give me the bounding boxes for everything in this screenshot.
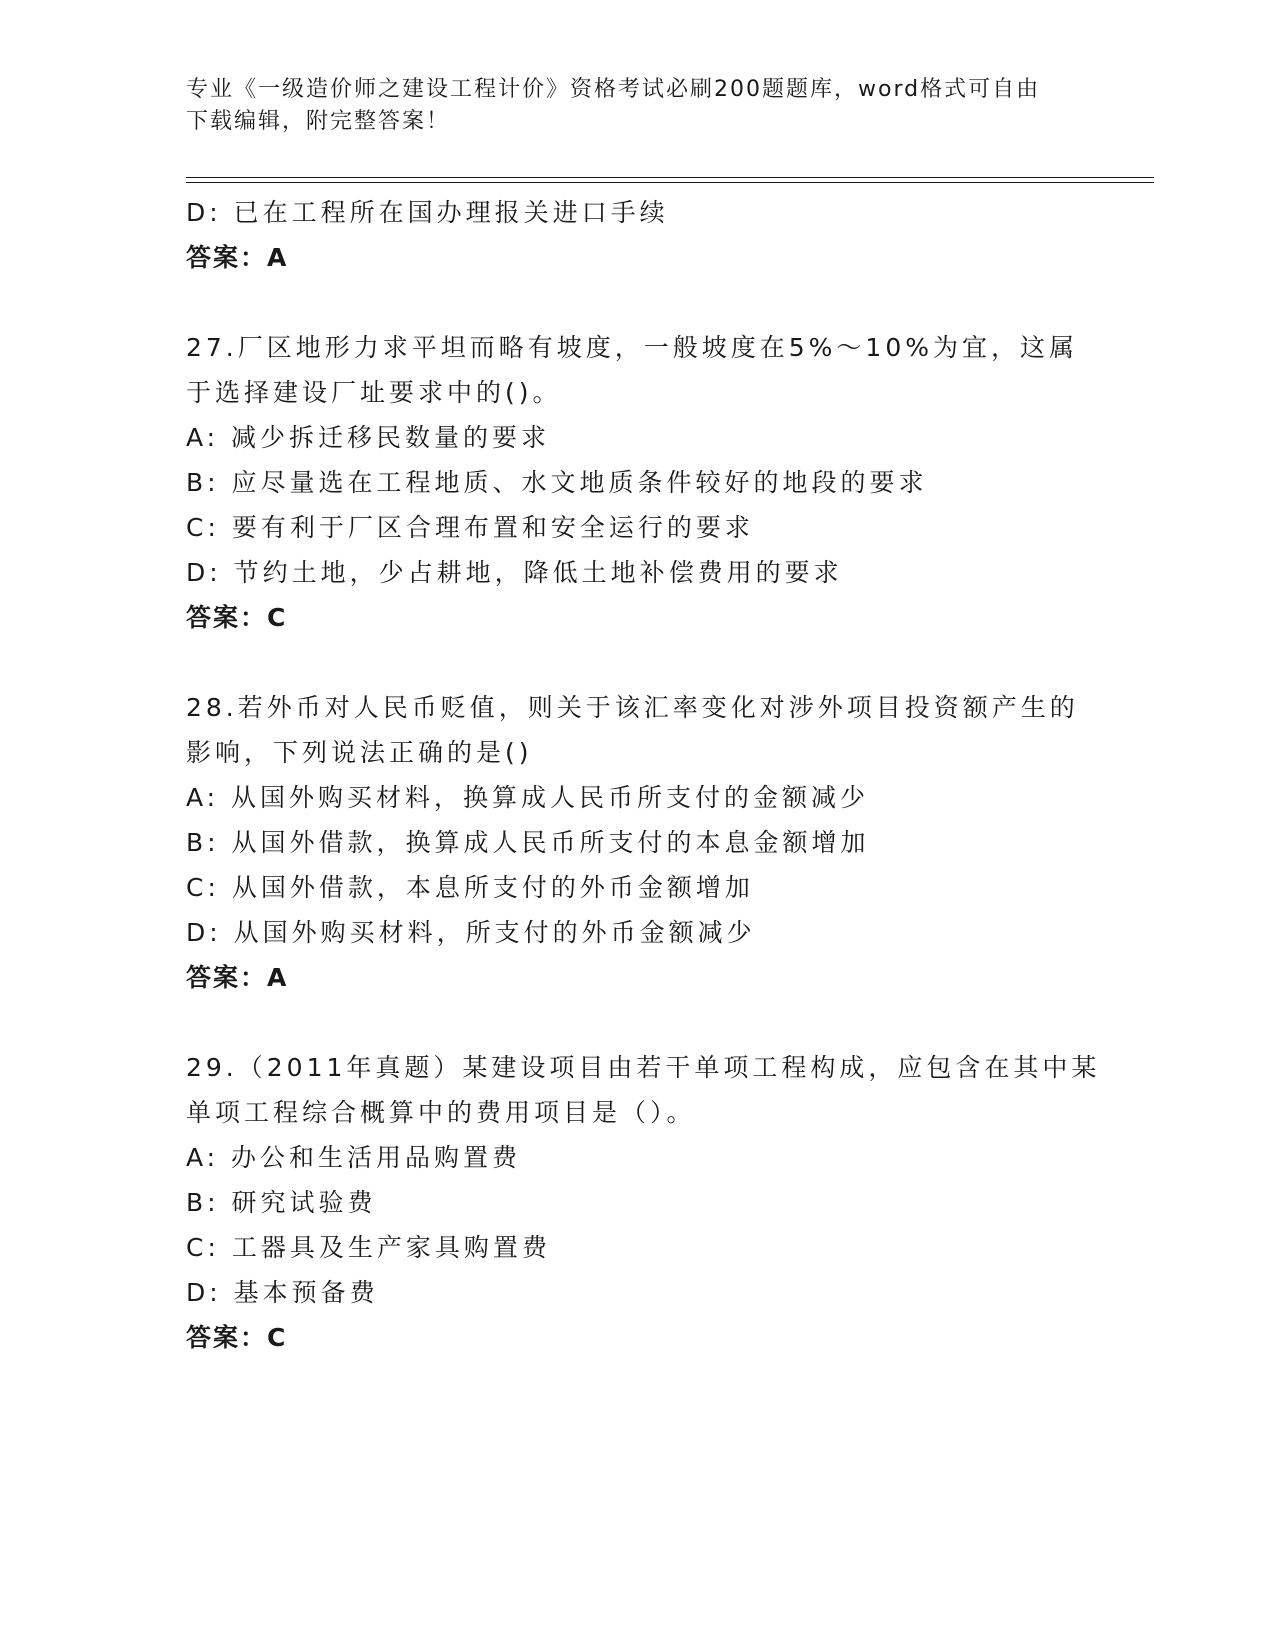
option-d: D: 从国外购买材料，所支付的外币金额减少 <box>186 918 756 947</box>
question-stem-line-2: 于选择建设厂址要求中的()。 <box>186 378 562 407</box>
option-b: B: 从国外借款，换算成人民币所支付的本息金额增加 <box>186 828 870 857</box>
option-c: C: 要有利于厂区合理布置和安全运行的要求 <box>186 513 754 542</box>
previous-question-tail <box>186 190 1086 280</box>
option-b: B: 研究试验费 <box>186 1188 377 1217</box>
option-b: B: 应尽量选在工程地质、水文地质条件较好的地段的要求 <box>186 468 928 497</box>
question-content <box>186 190 1101 1360</box>
option-c: C: 工器具及生产家具购置费 <box>186 1233 551 1262</box>
question-stem-line-2: 影响，下列说法正确的是() <box>186 738 533 767</box>
header-divider-bottom <box>186 182 1154 183</box>
answer-line: 答案：C <box>186 603 288 632</box>
answer-line: 答案：C <box>186 1323 288 1352</box>
page-header <box>186 74 1086 138</box>
answer-line: 答案：A <box>186 243 289 272</box>
question-stem-line-1: 27.厂区地形力求平坦而略有坡度，一般坡度在5%～10%为宜，这属 <box>186 333 1078 362</box>
question-stem-line-1: 28.若外币对人民币贬值，则关于该汇率变化对涉外项目投资额产生的 <box>186 693 1079 722</box>
option-c: C: 从国外借款，本息所支付的外币金额增加 <box>186 873 754 902</box>
question-stem-line-1: 29.（2011年真题）某建设项目由若干单项工程构成，应包含在其中某 <box>186 1053 1101 1082</box>
question-28 <box>186 685 1086 1000</box>
option-a: A: 办公和生活用品购置费 <box>186 1143 522 1172</box>
answer-line: 答案：A <box>186 963 289 992</box>
spacer <box>186 640 1086 685</box>
option-d: D: 基本预备费 <box>186 1278 379 1307</box>
header-line-2: 下载编辑，附完整答案！ <box>186 109 451 134</box>
header-divider-top <box>186 177 1154 178</box>
option-d: D: 节约土地，少占耕地，降低土地补偿费用的要求 <box>186 558 843 587</box>
option-a: A: 减少拆迁移民数量的要求 <box>186 423 551 452</box>
option-a: A: 从国外购买材料，换算成人民币所支付的金额减少 <box>186 783 870 812</box>
question-29 <box>186 1045 1101 1360</box>
spacer <box>186 1000 1086 1045</box>
header-line-1: 专业《一级造价师之建设工程计价》资格考试必刷200题题库，word格式可自由 <box>186 77 1041 102</box>
question-27 <box>186 325 1086 640</box>
option-d: D: 已在工程所在国办理报关进口手续 <box>186 198 669 227</box>
question-stem-line-2: 单项工程综合概算中的费用项目是（）。 <box>186 1098 696 1127</box>
spacer <box>186 280 1086 325</box>
